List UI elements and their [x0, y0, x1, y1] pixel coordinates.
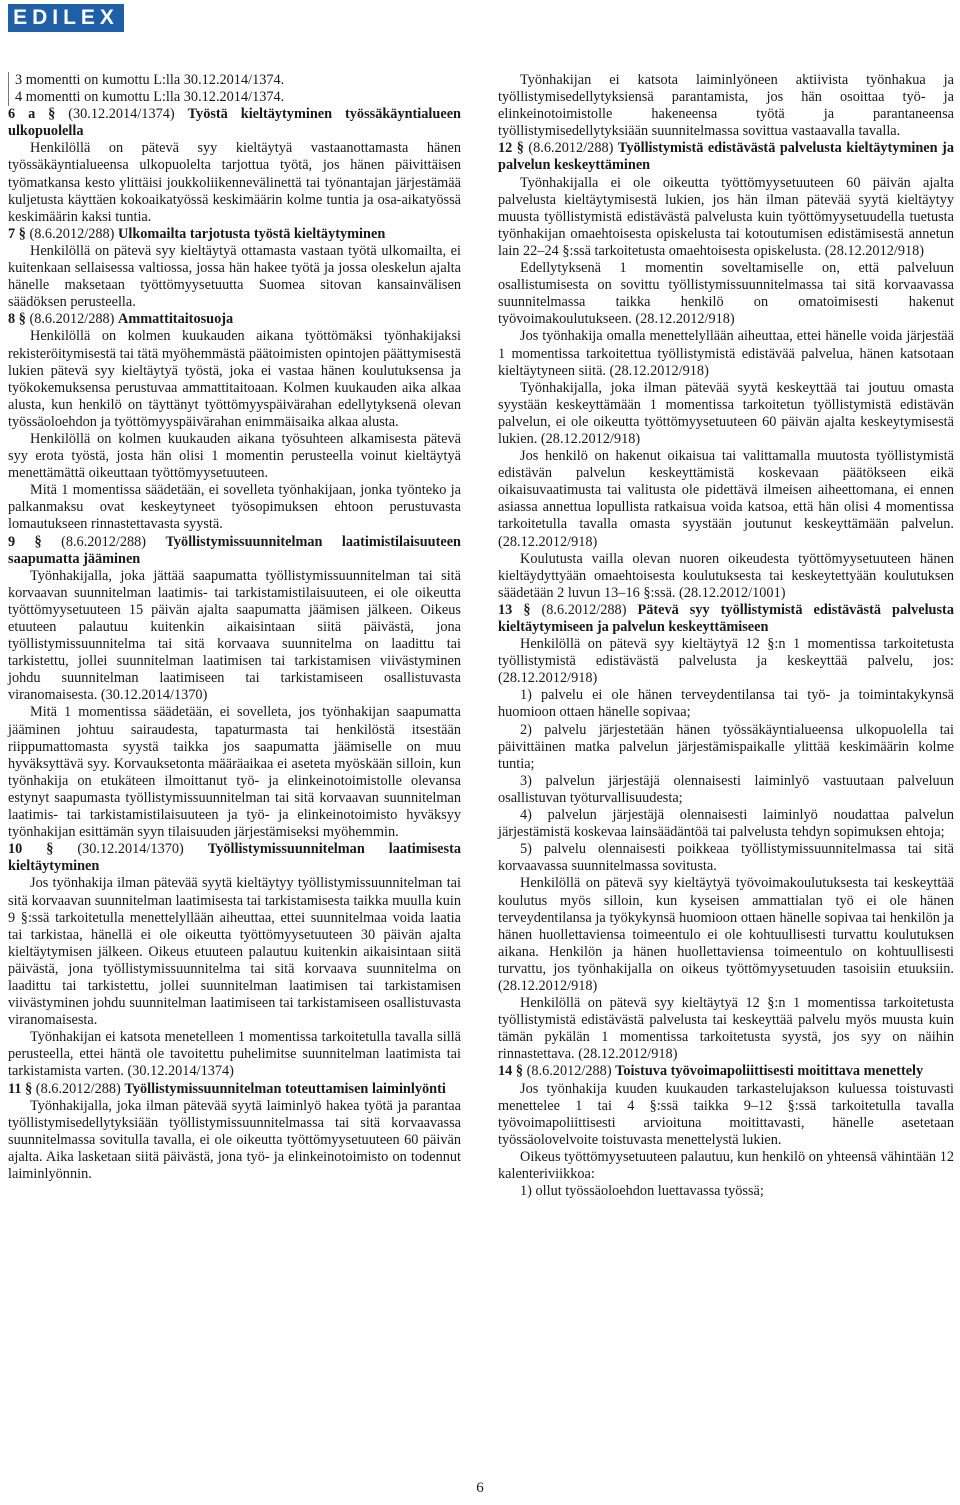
body-paragraph: 3) palvelun järjestäjä olennaisesti laiminlyö vastuutaan palveluun osallistuvan työturvallisuudesta;: [498, 772, 954, 806]
section-title: Pätevä syy työllistymistä edistävästä palvelusta kieltäytymiseen ja palvelun keskeyttämiseen: [498, 601, 954, 635]
page-number: 6: [476, 1480, 484, 1496]
section-heading: [8, 226, 461, 243]
body-paragraph: Jos henkilö on hakenut oikaisua tai valittamalla muutosta työllistymistä edistävän palvelun keskeyttämistä koskevaan päätökseen eikä oikaisuvaatimusta tai valitusta ole pidettävä ilmeisen aiheettomana, ei ennen asiassa annettua lopullista ratkaisua voida katsoa, että hän olisi 4 momentissa tarkoitetulla tavalla omasta syystään joutunut keskeyttämään palvelun. (28.12.2012/918): [498, 448, 954, 550]
section-heading: [498, 602, 954, 636]
body-paragraph: 2) palvelu järjestetään hänen työssäkäyntialueensa ulkopuolella tai päivittäinen matka palvelun järjestämispaikalle ylittää keskimäärin kolme tuntia;: [498, 721, 954, 772]
body-paragraph: 1) palvelu ei ole hänen terveydentilansa tai työ- ja toimintakykynsä huomioon ottaen hänelle sopivaa;: [498, 687, 954, 721]
section-reference: (8.6.2012/288): [41, 533, 166, 550]
section-number: 13 §: [498, 601, 531, 618]
right-column: [498, 72, 954, 1200]
body-paragraph: 1) ollut työssäoloehdon luettavassa työssä;: [520, 1183, 764, 1200]
section-title: Työllistymissuunnitelman laatimisesta kieltäytyminen: [8, 841, 461, 875]
body-paragraph: Jos työnhakija omalla menettelyllään aiheuttaa, ettei hänelle voida järjestää 1 momentissa tarkoitettua työllistymistä edistävää palvelua, hänen katsotaan kieltäytyneen siitä. (28.12.2012/918): [498, 328, 954, 379]
body-paragraph: Työnhakijan ei katsota laiminlyöneen aktiivista työnhakua ja työllistymisedellytyksiensä parantamista, jos hän osoittaa työ- ja elinkeinotoimistolle hakeneensa työtä ja parantaneensa työllistymisedellytyksiään suunnitelmassa sovittua vastaavalla tavalla.: [498, 72, 954, 140]
body-paragraph: Henkilöllä on kolmen kuukauden aikana työttömäksi työnhakijaksi rekisteröitymisestä tai tätä myöhemmästä päätoimisten opintojen päättymisestä lukien pätevä syy kieltäytyä työstä, joka ei vastaa hänen koulutuksensa ja työkokemuksensa perustuvaa ammattitaitoaan. Kolmen kuukauden aika alkaa alusta, kun henkilö on täyttänyt työttömyyspäivärahan edellytyksenä olevan työssäoloehdon ja työttömyyspäivärahan enimmäisaika alkaa alusta.: [8, 328, 461, 430]
body-paragraph: Työnhakijalla, joka ilman pätevää syytä laiminlyö hakea työtä ja parantaa työllistymisedellytyksiään työllistymissuunnitelmassa tai sitä korvaavassa suunnitelmassa sovitulla tavalla, ei ole oikeutta työttömyysetuuteen 60 päivän ajalta. Aika lasketaan siitä päivästä, jona työ- ja elinkeinotoimisto on todennut laiminlyönnin.: [8, 1097, 461, 1182]
body-paragraph: Henkilöllä on pätevä syy kieltäytyä 12 §:n 1 momentissa tarkoitetusta työllistymistä edistävästä palvelusta tai keskeyttää palvelu myös muusta kuin tämän pykälän 1 momentissa tarkoitetusta syystä, jos syy on näihin rinnastettava. (28.12.2012/918): [498, 995, 954, 1063]
section-heading: [8, 841, 461, 875]
section-number: 14 §: [498, 1063, 524, 1080]
section-title: Ammattitaitosuoja: [118, 311, 234, 328]
section-heading: [498, 1063, 954, 1080]
section-title: Toistuva työvoimapoliittisesti moitittava menettely: [615, 1063, 924, 1080]
section-reference: (8.6.2012/288): [25, 311, 119, 328]
amendment-note: 4 momentti on kumottu L:lla 30.12.2014/1374.: [8, 89, 461, 106]
body-paragraph: 4) palvelun järjestäjä olennaisesti laiminlyö noudattaa palvelun järjestämistä koskevaa lainsäädäntöä tai palvelusta tehdyn sopimuksen ehtoja;: [498, 807, 954, 841]
section-number: 8 §: [8, 311, 26, 328]
section-reference: (8.6.2012/288): [523, 140, 618, 157]
section-title: Työllistymissuunnitelman toteuttamisen laiminlyönti: [124, 1080, 446, 1097]
section-title: Ulkomailta tarjotusta työstä kieltäytyminen: [118, 225, 386, 242]
body-paragraph: Koulutusta vailla olevan nuoren oikeudesta työttömyysetuuteen hänen kieltäydyttyään omaehtoisesta koulutuksesta tai keskeytettyään koulutuksen säädetään 2 luvun 13–16 §:ssä. (28.12.2012/1001): [498, 550, 954, 601]
section-number: 6 a §: [8, 106, 56, 123]
section-heading: [8, 311, 461, 328]
section-reference: (8.6.2012/288): [32, 1080, 125, 1097]
section-reference: (30.12.2014/1374): [55, 106, 188, 123]
body-paragraph: Henkilöllä on pätevä syy kieltäytyä työvoimakoulutuksesta tai keskeyttää koulutus myös silloin, kun kyseisen ammattialan työ ei ole hänen terveydentilansa ja työkykynsä huomioon ottaen hänelle sopivaa tai henkilön ja hänen huollettaviensa toimeentulo ei ole kohtuullisesti turvattu koulutuksen aikana. Henkilön ja hänen huollettaviensa toimeentulo on kohtuullisesti turvattu, jos työnhakijalla on oikeus työttömyysetuuden tasoisiin etuuksiin. (28.12.2012/918): [498, 875, 954, 994]
body-paragraph: 5) palvelu olennaisesti poikkeaa työllistymissuunnitelmassa tai sitä korvaavassa suunnitelmassa sovitusta.: [498, 841, 954, 875]
section-heading: [8, 106, 461, 140]
section-number: 11 §: [8, 1080, 33, 1097]
body-paragraph: Jos työnhakija kuuden kuukauden tarkastelujakson kuluessa toistuvasti menettelee 1 tai 4 §:ssä taikka 9–12 §:ssä tarkoitetulla tavalla työvoimapoliittisesti arvioituna moitittavasti, hänelle asetetaan työssäolovelvoite toistuvasta menettelystä lukien.: [498, 1080, 954, 1148]
section-reference: (30.12.2014/1370): [53, 841, 208, 858]
section-title: Työllistymissuunnitelman laatimistilaisuuteen saapumatta jääminen: [8, 533, 461, 567]
section-number: 7 §: [8, 225, 26, 242]
left-column: [8, 72, 461, 1183]
body-paragraph: Henkilöllä on pätevä syy kieltäytyä ottamasta vastaan työtä ulkomailta, ei kuitenkaan sellaisessa valtiossa, jossa hän hakee työtä ja jossa oleskelun ajalta hänelle maksetaan työttömyysetuutta Suomea sitovan kansainvälisen säädöksen perusteella.: [8, 242, 461, 311]
body-paragraph: Mitä 1 momentissa säädetään, ei sovelleta, jos työnhakijan saapumatta jääminen johtuu sairaudesta, tapaturmasta tai henkilöstä itsestään riippumattomasta syystä taikka jos saapumatta jäämiselle on muu hyväksyttävä syy. Korvauksetonta määräaikaa ei aseteta myöskään silloin, kun työnhakija on etukäteen ilmoittanut työ- ja elinkeinotoimistolle olevansa estynyt saapumasta työllistymissuunnitelman tai sitä korvaavan suunnitelman laatimis- tai tarkistamistilaisuuteen ja työ- ja elinkeinotoimisto hyväksyy työnhakijan esittämän syyn tilaisuuden järjestämiseksi myöhemmin.: [8, 704, 461, 841]
body-paragraph: Jos työnhakija ilman pätevää syytä kieltäytyy työllistymissuunnitelman tai sitä korvaavan suunnitelman laatimisesta tai tarkistamisesta taikka muulla kuin 9 §:ssä tarkoitetulla menettelyllään aiheuttaa, ettei suunnitelmaa voida laatia tai tarkistaa, hänellä ei ole oikeutta työttömyysetuuteen 30 päivän ajalta kieltäytymisen jälkeen. Oikeus etuuteen palautuu kuitenkin aikaisintaan siitä päivästä, jona työllistymissuunnitelma tai sitä korvaava suunnitelma on laadittu tai tarkistettu, jollei suunnitelman laatimisen tai tarkistamisen viivästyminen johdu suunnitelman laatimiseen tai tarkistamiseen osallistuvasta viranomaisesta.: [8, 875, 461, 1029]
body-paragraph: Edellytyksenä 1 momentin soveltamiselle on, että palveluun osallistumisesta on sovittu työllistymissuunnitelmassa tai sitä korvaavassa suunnitelmassa taikka henkilö on omatoimisesti hakenut työvoimakoulutukseen. (28.12.2012/918): [498, 260, 954, 328]
edilex-logo[interactable]: [8, 4, 124, 32]
body-paragraph: Työnhakijalla ei ole oikeutta työttömyysetuuteen 60 päivän ajalta palvelusta kieltäytymisestä lukien, jos hän ilman pätevää syytä kieltäytyy muusta työllistymistä edistävästä palvelusta kuin työttömyysetuudella tuetusta työnhakijan omaehtoisesta opiskelusta tai kotoutumisen edistämisestä annetun lain 22–24 §:ssä tarkoitetusta omaehtoisesta opiskelusta. (28.12.2012/918): [498, 174, 954, 259]
body-paragraph: Henkilöllä on kolmen kuukauden aikana työsuhteen alkamisesta pätevä syy erota työstä, josta hän olisi 1 momentin perusteella voinut kieltäytyä menettämättä oikeuttaan työttömyysetuuteen.: [8, 430, 461, 482]
body-paragraph: Henkilöllä on pätevä syy kieltäytyä 12 §:n 1 momentissa tarkoitetusta työllistymistä edistävästä palvelusta ja keskeyttää palvelu, jos: (28.12.2012/918): [498, 636, 954, 687]
section-number: 10 §: [8, 841, 54, 858]
section-reference: (8.6.2012/288): [25, 225, 119, 242]
amendment-note: 3 momentti on kumottu L:lla 30.12.2014/1374.: [8, 72, 461, 89]
section-heading: [8, 534, 461, 568]
body-paragraph: Oikeus työttömyysetuuteen palautuu, kun henkilö on yhteensä vähintään 12 kalenteriviikkoa:: [498, 1148, 954, 1182]
section-number: 9 §: [8, 533, 42, 550]
section-heading: [498, 140, 954, 174]
section-reference: (8.6.2012/288): [523, 1063, 616, 1080]
section-reference: (8.6.2012/288): [530, 601, 638, 618]
section-heading: [8, 1081, 461, 1098]
logo-text: EDILEX: [13, 6, 119, 29]
section-number: 12 §: [498, 140, 524, 157]
body-paragraph: Työnhakijan ei katsota menetelleen 1 momentissa tarkoitetulla tavalla sillä perusteella, ettei häntä ole tavoitettu puhelimitse suunnitelman laatimista tai tarkistamista varten. (30.12.2014/1374): [8, 1029, 461, 1080]
body-paragraph: Työnhakijalla, joka ilman pätevää syytä keskeyttää tai joutuu omasta syystään keskeyttämään 1 momentissa tarkoitetun työllistymistä edistävän palvelun, ei ole oikeutta työttömyysetuuteen 60 päivän ajalta keskeytymisestä lukien. (28.12.2012/918): [498, 379, 954, 447]
body-paragraph: Mitä 1 momentissa säädetään, ei sovelleta työnhakijaan, jonka työnteko ja palkanmaksu ovat keskeytyneet työsopimuksen ehtoon perustuvasta lomautukseen rinnastettavasta syystä.: [8, 482, 461, 533]
section-title: Työstä kieltäytyminen työssäkäyntialueen ulkopuolella: [8, 106, 461, 140]
body-paragraph: Työnhakijalla, joka jättää saapumatta työllistymissuunnitelman tai sitä korvaavan suunnitelman laatimis- tai tarkistamistilaisuuteen, ei ole oikeutta työttömyysetuuteen 15 päivän ajalta saapumatta jäämisen jälkeen. Oikeus etuuteen palautuu kuitenkin aikaisintaan siitä päivästä, jona työllistymissuunnitelma tai sitä korvaava suunnitelma on laadittu tai tarkistettu, jollei suunnitelman laatimisen tai tarkistamisen viivästyminen johdu suunnitelman laatimiseen tai tarkistamiseen osallistuvasta viranomaisesta. (30.12.2014/1370): [8, 567, 461, 704]
section-title: Työllistymistä edistävästä palvelusta kieltäytyminen ja palvelun keskeyttäminen: [498, 140, 954, 174]
body-paragraph: Henkilöllä on pätevä syy kieltäytyä vastaanottamasta hänen työssäkäyntialueensa ulkopuolelta tarjottua työtä, jos hänen päivittäisen työmatkansa kesto ylittäisi joukkoliikennevälinettä tai työnantajan järjestämää kuljetusta käyttäen kokoaikatyössä keskimäärin kolme tuntia ja osa-aikatyössä keskimäärin kaksi tuntia.: [8, 140, 461, 225]
